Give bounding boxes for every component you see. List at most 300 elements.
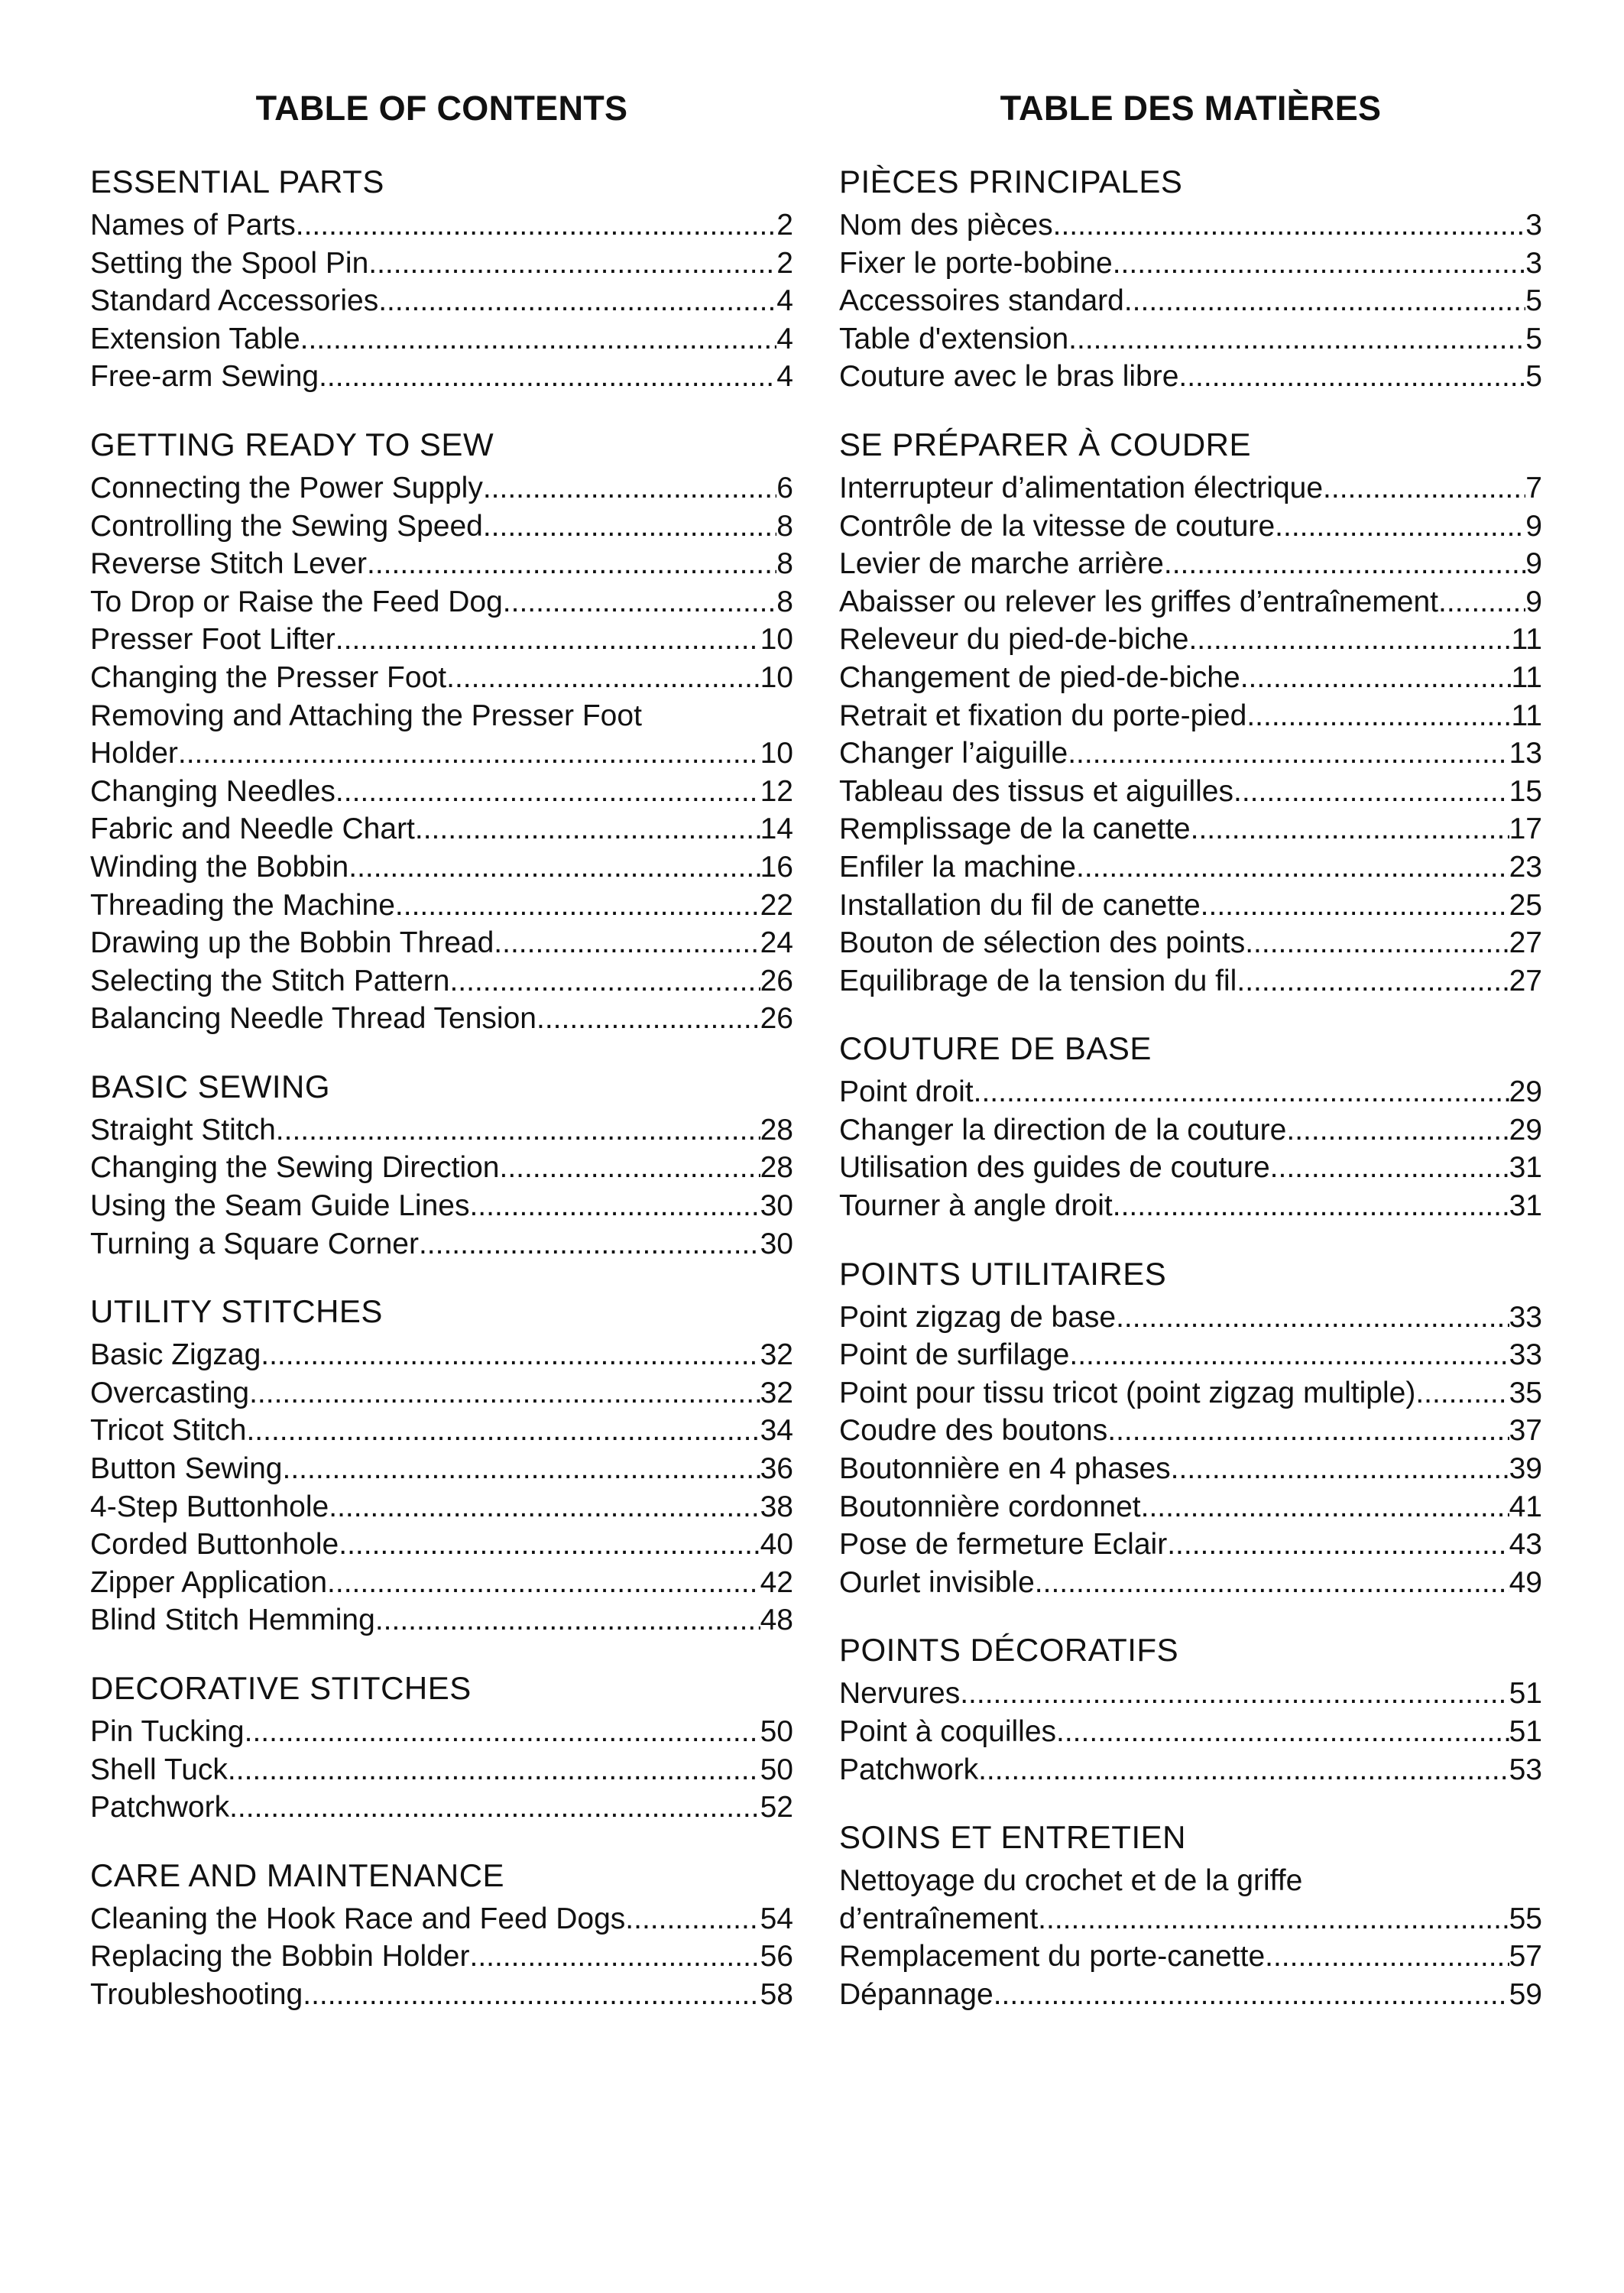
toc-section [90,425,793,1038]
english-contents-column [90,86,793,2043]
entry-page-number: 29 [1509,1113,1542,1146]
entry-label: Pin Tucking [90,1715,245,1748]
toc-entry[interactable] [90,1938,793,1976]
toc-section [839,1254,1542,1602]
dot-leader [1201,887,1509,925]
toc-entry[interactable] [90,508,793,546]
dot-leader [368,245,776,283]
entry-page-number: 34 [760,1414,793,1448]
entry-label: Contrôle de la vitesse de couture [839,509,1276,543]
entry-label: Blind Stitch Hemming [90,1604,375,1637]
toc-entry[interactable] [90,924,793,962]
entry-page-number: 8 [776,509,793,543]
toc-entry[interactable] [839,358,1542,396]
entry-label: Threading the Machine [90,888,395,922]
dot-leader [329,1488,760,1526]
dot-leader [503,583,777,621]
dot-leader [375,1601,760,1639]
toc-entry[interactable] [90,773,793,811]
dot-leader [335,621,760,659]
toc-entry[interactable] [839,1488,1542,1526]
entry-page-number: 26 [760,964,793,997]
entry-label: Equilibrage de la tension du fil [839,964,1237,997]
entry-label: Interrupteur d’alimentation électrique [839,471,1324,504]
dot-leader [249,1374,760,1412]
entry-label: Button Sewing [90,1452,283,1486]
entry-page-number: 5 [1525,322,1542,355]
toc-entry[interactable] [90,1713,793,1751]
entry-page-number: 31 [1509,1151,1542,1185]
toc-entry[interactable] [90,1111,793,1150]
entry-page-number: 33 [1509,1300,1542,1334]
dot-leader [1240,659,1512,697]
entry-label: Presser Foot Lifter [90,623,335,657]
toc-entry[interactable] [839,924,1542,962]
toc-entry[interactable] [839,282,1542,320]
toc-section [839,1029,1542,1224]
toc-entry[interactable] [839,1751,1542,1789]
entry-page-number: 11 [1511,623,1542,657]
toc-entry[interactable] [90,1225,793,1263]
entry-label: Setting the Spool Pin [90,246,369,280]
entry-page-number: 3 [1525,246,1542,280]
entry-label: d’entraînement [839,1902,1039,1935]
section-title: ESSENTIAL PARTS [90,164,384,199]
toc-entry[interactable] [839,773,1542,811]
toc-entry[interactable] [839,1111,1542,1150]
toc-entry[interactable] [90,1976,793,2014]
entry-page-number: 36 [760,1452,793,1486]
toc-entry[interactable] [90,245,793,283]
toc-section [839,1630,1542,1789]
entry-label: Holder [90,737,178,770]
entry-label: Extension Table [90,322,300,355]
toc-section [90,162,793,396]
entry-label: Releveur du pied-de-biche [839,623,1189,657]
toc-entry[interactable] [90,1000,793,1038]
entry-page-number: 51 [1509,1715,1542,1748]
dot-leader [178,735,760,773]
entry-page-number: 54 [760,1902,793,1935]
toc-entry[interactable] [90,469,793,508]
entry-page-number: 57 [1509,1940,1542,1974]
toc-entry[interactable] [839,583,1542,621]
dot-leader [339,1526,760,1564]
entry-label: Balancing Needle Thread Tension [90,1002,536,1036]
toc-section [839,162,1542,396]
entry-label: Bouton de sélection des points [839,926,1246,960]
toc-entry[interactable] [839,1336,1542,1374]
toc-entry[interactable] [839,508,1542,546]
entry-page-number: 14 [760,812,793,846]
entry-page-number: 24 [760,926,793,960]
dot-leader [1246,697,1511,735]
entry-page-number: 41 [1509,1490,1542,1523]
toc-entry[interactable] [839,206,1542,245]
dot-leader [415,810,760,848]
entry-label: Shell Tuck [90,1753,228,1786]
dot-leader [483,469,776,508]
toc-entry[interactable] [90,1751,793,1789]
toc-entry[interactable] [839,621,1542,659]
dot-leader [1188,621,1511,659]
entry-page-number: 26 [760,1002,793,1036]
toc-section [839,1818,1542,2013]
dot-leader [446,659,760,697]
dot-leader [245,1713,760,1751]
dot-leader [470,1938,760,1976]
entry-label: Table d'extension [839,322,1069,355]
dot-leader [449,962,760,1001]
entry-label: Coudre des boutons [839,1414,1108,1448]
entry-page-number: 9 [1525,509,1542,543]
entry-label: Patchwork [839,1753,979,1786]
dot-leader [1038,1900,1509,1938]
entry-page-number: 4 [776,360,793,394]
entry-label: Selecting the Stitch Pattern [90,964,450,997]
toc-entry[interactable] [90,358,793,396]
toc-entry[interactable] [90,1601,793,1639]
dot-leader [319,358,776,396]
entry-page-number: 51 [1509,1677,1542,1711]
toc-entry[interactable] [90,583,793,621]
entry-label: Free-arm Sewing [90,360,319,394]
entry-page-number: 22 [760,888,793,922]
section-title: SE PRÉPARER À COUDRE [839,426,1251,462]
toc-entry[interactable] [839,697,1542,735]
entry-page-number: 37 [1509,1414,1542,1448]
toc-entry-first-line[interactable]: Nettoyage du crochet et de la griffe [839,1864,1303,1898]
section-title: SOINS ET ENTRETIEN [839,1819,1186,1856]
entry-page-number: 58 [760,1977,793,2011]
entry-page-number: 32 [760,1376,793,1409]
dot-leader [1056,1713,1509,1751]
entry-page-number: 42 [760,1565,793,1599]
entry-page-number: 13 [1509,737,1542,770]
entry-label: Connecting the Power Supply [90,471,483,504]
entry-label: Fabric and Needle Chart [90,812,415,846]
toc-entry[interactable] [839,659,1542,697]
section-title: UTILITY STITCHES [90,1293,383,1330]
dot-leader [494,924,760,962]
dot-leader [625,1900,760,1938]
entry-label: Point droit [839,1075,974,1109]
entry-label: Changer la direction de la couture [839,1113,1287,1146]
entry-page-number: 11 [1511,699,1542,732]
entry-label: Tableau des tissus et aiguilles [839,774,1233,808]
dot-leader [1178,358,1525,396]
dot-leader [1323,469,1525,508]
toc-entry[interactable] [90,1187,793,1225]
dot-leader [1233,773,1509,811]
entry-label: Installation du fil de canette [839,888,1201,922]
toc-entry[interactable] [839,1526,1542,1564]
toc-entry[interactable] [839,320,1542,358]
entry-page-number: 17 [1509,812,1542,846]
toc-entry[interactable] [839,962,1542,1001]
entry-label: Boutonnière cordonnet [839,1490,1141,1523]
dot-leader [1116,1299,1509,1337]
dot-leader [1275,508,1525,546]
toc-entry[interactable] [839,1976,1542,2014]
toc-entry[interactable] [90,1450,793,1488]
toc-entry[interactable] [90,1789,793,1827]
entry-label: Changing Needles [90,774,335,808]
dot-leader [1171,1450,1509,1488]
entry-label: Straight Stitch [90,1113,276,1146]
entry-page-number: 56 [760,1940,793,1974]
toc-entry[interactable] [839,1564,1542,1602]
dot-leader [229,1789,760,1827]
entry-page-number: 48 [760,1604,793,1637]
entry-label: Utilisation des guides de couture [839,1151,1270,1185]
entry-page-number: 10 [760,737,793,770]
entry-page-number: 23 [1509,850,1542,884]
entry-page-number: 30 [760,1189,793,1223]
dot-leader [1113,1187,1509,1225]
dot-leader [1068,320,1525,358]
entry-label: Remplissage de la canette [839,812,1191,846]
entry-label: Point à coquilles [839,1715,1057,1748]
entry-page-number: 9 [1525,585,1542,618]
toc-entry[interactable] [90,887,793,925]
toc-entry[interactable] [839,1187,1542,1225]
toc-entry-first-line[interactable]: Removing and Attaching the Presser Foot [90,699,642,732]
dot-leader [994,1976,1509,2014]
entry-page-number: 4 [776,284,793,318]
toc-entry[interactable] [90,1149,793,1187]
dot-leader [228,1751,760,1789]
entry-page-number: 27 [1509,964,1542,997]
dot-leader [960,1675,1509,1713]
entry-page-number: 32 [760,1338,793,1372]
entry-page-number: 29 [1509,1075,1542,1109]
entry-label: 4-Step Buttonhole [90,1490,329,1523]
entry-label: Troubleshooting [90,1977,303,2011]
entry-page-number: 28 [760,1113,793,1146]
dot-leader [1068,735,1509,773]
toc-entry[interactable] [839,1450,1542,1488]
dot-leader [276,1111,760,1150]
dot-leader [469,1187,760,1225]
toc-section [90,1067,793,1263]
entry-label: Dépannage [839,1977,994,2011]
dot-leader [1069,1336,1509,1374]
entry-label: Boutonnière en 4 phases [839,1452,1171,1486]
entry-label: Names of Parts [90,209,296,242]
entry-page-number: 39 [1509,1452,1542,1486]
toc-entry[interactable] [90,320,793,358]
dot-leader [1053,206,1526,245]
entry-label: Changer l’aiguille [839,737,1068,770]
entry-page-number: 28 [760,1151,793,1185]
dot-leader [419,1225,760,1263]
dot-leader [1035,1564,1509,1602]
entry-page-number: 38 [760,1490,793,1523]
entry-page-number: 11 [1511,660,1542,694]
entry-page-number: 7 [1525,471,1542,504]
french-sections [839,162,1542,2014]
section-title: BASIC SEWING [90,1068,331,1104]
toc-entry[interactable] [839,1938,1542,1976]
entry-label: Nervures [839,1677,961,1711]
entry-label: Using the Seam Guide Lines [90,1189,470,1223]
entry-page-number: 15 [1509,774,1542,808]
entry-label: Abaisser ou relever les griffes d’entraînement [839,585,1439,618]
entry-label: Accessoires standard [839,284,1124,318]
section-title: CARE AND MAINTENANCE [90,1857,505,1893]
dot-leader [296,206,777,245]
dot-leader [1438,583,1525,621]
entry-label: Zipper Application [90,1565,328,1599]
entry-page-number: 10 [760,660,793,694]
dot-leader [261,1336,760,1374]
entry-page-number: 27 [1509,926,1542,960]
entry-label: Ourlet invisible [839,1565,1035,1599]
section-title: POINTS UTILITAIRES [839,1255,1167,1292]
toc-entry[interactable] [90,1900,793,1938]
toc-entry[interactable] [90,1526,793,1564]
entry-page-number: 4 [776,322,793,355]
dot-leader [1237,962,1509,1001]
section-title: GETTING READY TO SEW [90,426,494,462]
entry-label: Pose de fermeture Eclair [839,1528,1168,1562]
entry-label: To Drop or Raise the Feed Dog [90,585,503,618]
toc-entry[interactable] [839,1149,1542,1187]
entry-label: Couture avec le bras libre [839,360,1179,394]
dot-leader [1265,1938,1509,1976]
toc-entry[interactable] [839,1713,1542,1751]
dot-leader [536,1000,760,1038]
entry-page-number: 3 [1525,209,1542,242]
dot-leader [1415,1374,1509,1412]
entry-label: Point de surfilage [839,1338,1070,1372]
entry-page-number: 2 [776,246,793,280]
entry-label: Changement de pied-de-biche [839,660,1240,694]
entry-label: Point pour tissu tricot (point zigzag multiple) [839,1376,1416,1409]
toc-entry[interactable] [90,282,793,320]
toc-entry[interactable] [839,1299,1542,1337]
entry-label: Cleaning the Hook Race and Feed Dogs [90,1902,626,1935]
entry-label: Changing the Presser Foot [90,660,447,694]
toc-entry[interactable] [90,1374,793,1412]
entry-label: Point zigzag de base [839,1300,1117,1334]
toc-entry[interactable] [90,1564,793,1602]
entry-page-number: 40 [760,1528,793,1562]
entry-page-number: 55 [1509,1902,1542,1935]
toc-entry[interactable] [90,1336,793,1374]
toc-entry[interactable] [90,1412,793,1450]
entry-label: Basic Zigzag [90,1338,261,1372]
dot-leader [335,773,760,811]
toc-entry[interactable] [839,810,1542,848]
toc-entry[interactable] [90,545,793,583]
entry-label: Retrait et fixation du porte-pied [839,699,1247,732]
toc-entry[interactable] [839,1073,1542,1111]
toc-entry[interactable] [839,887,1542,925]
entry-page-number: 59 [1509,1977,1542,2011]
entry-page-number: 53 [1509,1753,1542,1786]
entry-label: Fixer le porte-bobine [839,246,1113,280]
entry-label: Remplacement du porte-canette [839,1940,1266,1974]
entry-label: Levier de marche arrière [839,547,1164,581]
dot-leader [1124,282,1525,320]
entry-page-number: 50 [760,1715,793,1748]
entry-page-number: 2 [776,209,793,242]
entry-page-number: 8 [776,585,793,618]
entry-page-number: 49 [1509,1565,1542,1599]
toc-entry[interactable] [90,810,793,848]
toc-entry[interactable] [90,1488,793,1526]
toc-entry[interactable] [839,1675,1542,1713]
dot-leader [395,887,760,925]
toc-entry[interactable] [839,1412,1542,1450]
entry-page-number: 9 [1525,547,1542,581]
toc-entry[interactable] [90,735,793,773]
toc-entry[interactable] [839,735,1542,773]
toc-entry[interactable] [839,848,1542,887]
entry-page-number: 31 [1509,1189,1542,1223]
dot-leader [303,1976,760,2014]
dot-leader [483,508,776,546]
toc-entry[interactable] [839,1374,1542,1412]
toc-section [90,1856,793,2014]
toc-entry[interactable] [90,659,793,697]
toc-entry[interactable] [90,848,793,887]
toc-entry[interactable] [90,962,793,1001]
entry-label: Nom des pièces [839,209,1053,242]
toc-entry[interactable] [90,206,793,245]
entry-label: Turning a Square Corner [90,1227,419,1260]
entry-page-number: 10 [760,623,793,657]
toc-entry[interactable] [839,469,1542,508]
entry-page-number: 35 [1509,1376,1542,1409]
dot-leader [500,1149,760,1187]
toc-section [839,425,1542,1000]
toc-section [90,1292,793,1639]
section-title: POINTS DÉCORATIFS [839,1632,1179,1669]
dot-leader [978,1751,1509,1789]
toc-entry[interactable] [90,621,793,659]
dot-leader [1270,1149,1509,1187]
entry-label: Enfiler la machine [839,850,1076,884]
toc-entry[interactable] [839,1900,1542,1938]
entry-label: Overcasting [90,1376,250,1409]
dot-leader [1141,1488,1509,1526]
entry-page-number: 12 [760,774,793,808]
entry-label: Replacing the Bobbin Holder [90,1940,470,1974]
entry-page-number: 16 [760,850,793,884]
dot-leader [974,1073,1509,1111]
entry-page-number: 30 [760,1227,793,1260]
toc-entry[interactable] [839,245,1542,283]
entry-page-number: 50 [760,1753,793,1786]
entry-label: Patchwork [90,1791,230,1824]
french-main-title: TABLE DES MATIÈRES [1000,89,1382,128]
toc-entry[interactable] [839,545,1542,583]
english-sections [90,162,793,2014]
entry-label: Controlling the Sewing Speed [90,509,483,543]
entry-label: Winding the Bobbin [90,850,349,884]
entry-label: Tricot Stitch [90,1414,247,1448]
entry-label: Corded Buttonhole [90,1528,339,1562]
dot-leader [1164,545,1525,583]
dot-leader [246,1412,760,1450]
dot-leader [1286,1111,1509,1150]
entry-label: Changing the Sewing Direction [90,1151,500,1185]
dot-leader [378,282,776,320]
entry-page-number: 25 [1509,888,1542,922]
